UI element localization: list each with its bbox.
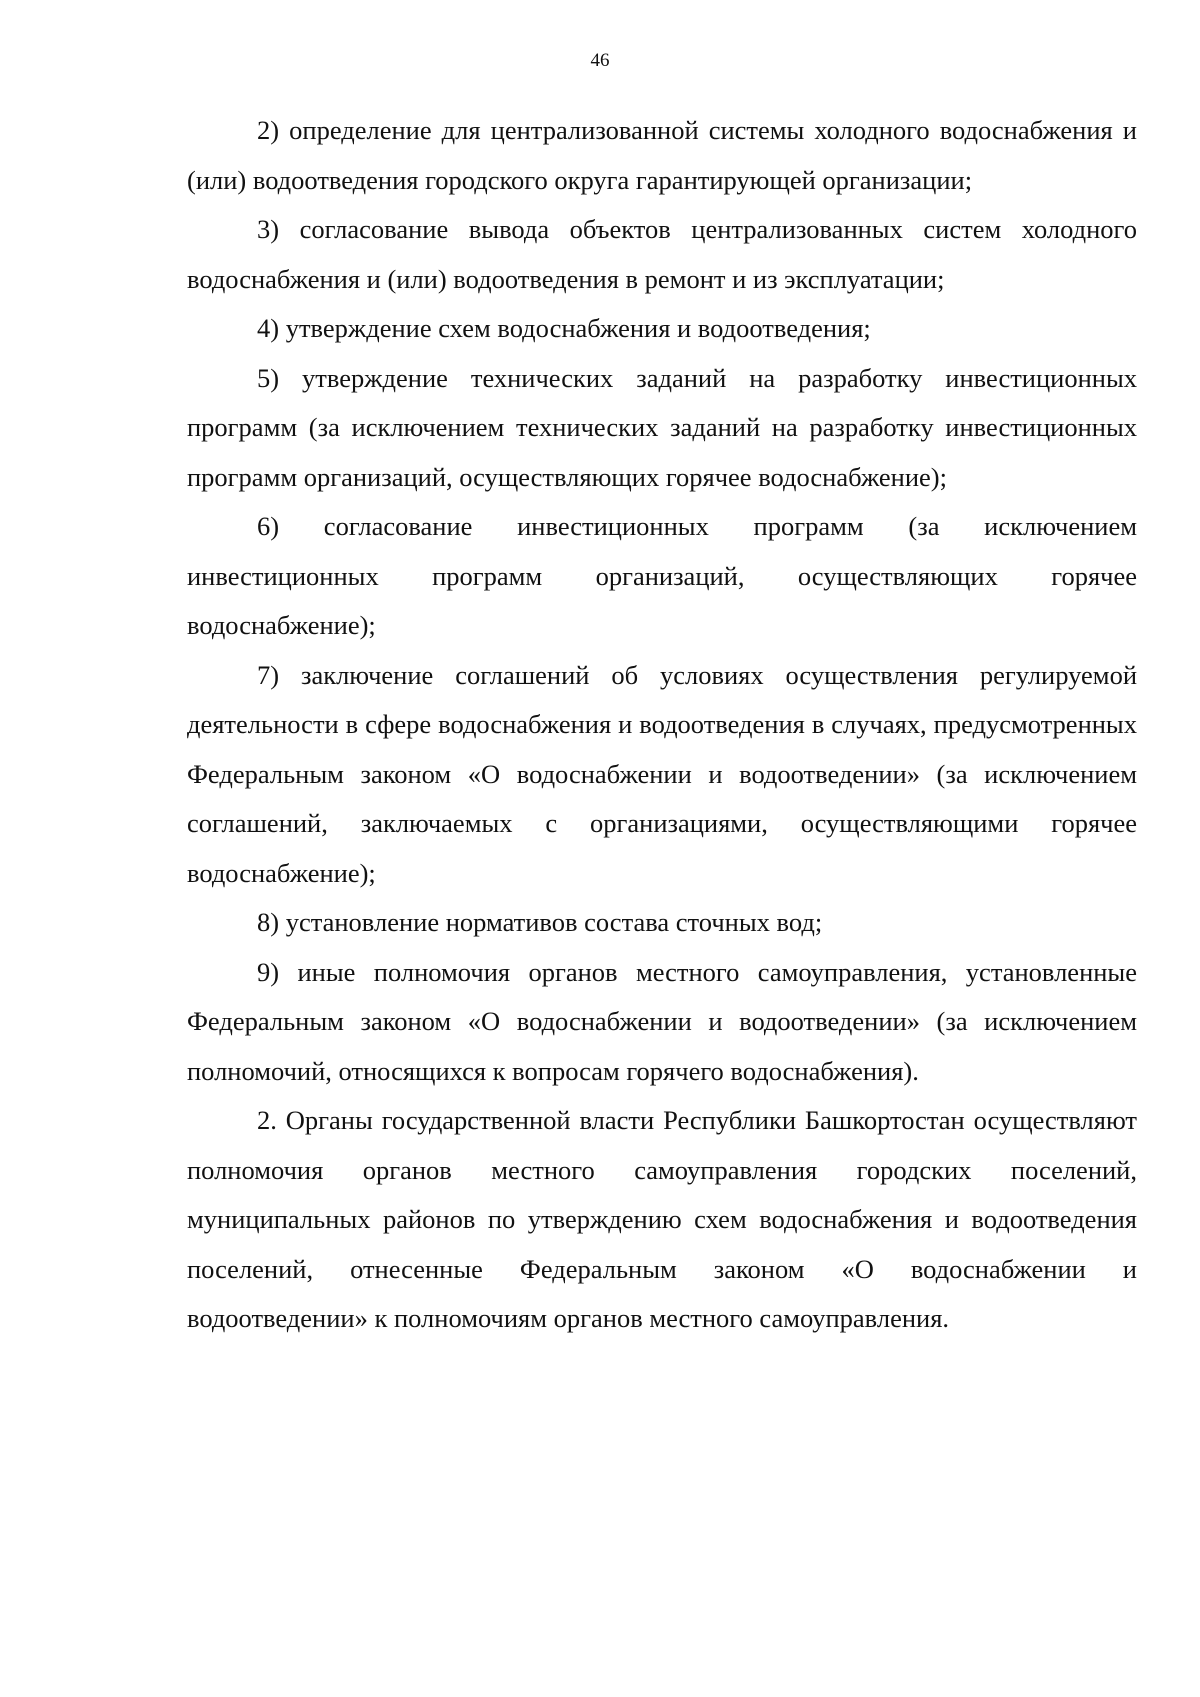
paragraph-item-3: 3) согласование вывода объектов централизованных систем холодного водоснабжения и (или) водоотведения в ремонт и из эксплуатации;: [187, 214, 1137, 294]
paragraph-section-2: 2. Органы государственной власти Республики Башкортостан осуществляют полномочия органов местного самоуправления городских поселений, муниципальных районов по утверждению схем водоснабжения и водоотведения поселений, отнесенные Федеральным законом «О водоснабжении и водоотведении» к полномочиям органов местного самоуправления.: [187, 1105, 1137, 1333]
paragraph-item-7: 7) заключение соглашений об условиях осуществления регулируемой деятельности в сфере водоснабжения и водоотведения в случаях, предусмотренных Федеральным законом «О водоснабжении и водоотведении» (за исключением соглашений, заключаемых с организациями, осуществляющими горячее водоснабжение);: [187, 659, 1137, 888]
paragraph-item-9: 9) иные полномочия органов местного самоуправления, установленные Федеральным законом «О водоснабжении и водоотведении» (за исключением полномочий, относящихся к вопросам горячего водоснабжения).: [187, 956, 1137, 1086]
paragraph-item-5: 5) утверждение технических заданий на разработку инвестиционных программ (за исключением технических заданий на разработку инвестиционных программ организаций, осуществляющих горячее водоснабжение);: [187, 362, 1137, 492]
paragraph-item-2: 2) определение для централизованной системы холодного водоснабжения и (или) водоотведения городского округа гарантирующей организации;: [187, 115, 1137, 195]
document-body: [187, 106, 1137, 1344]
page-number: 46: [590, 50, 610, 71]
paragraph-item-8: 8) установление нормативов состава сточных вод;: [257, 907, 823, 937]
paragraph-item-6: 6) согласование инвестиционных программ (за исключением инвестиционных программ организаций, осуществляющих горячее водоснабжение);: [187, 511, 1137, 640]
paragraph-item-4: 4) утверждение схем водоснабжения и водоотведения;: [257, 313, 871, 343]
